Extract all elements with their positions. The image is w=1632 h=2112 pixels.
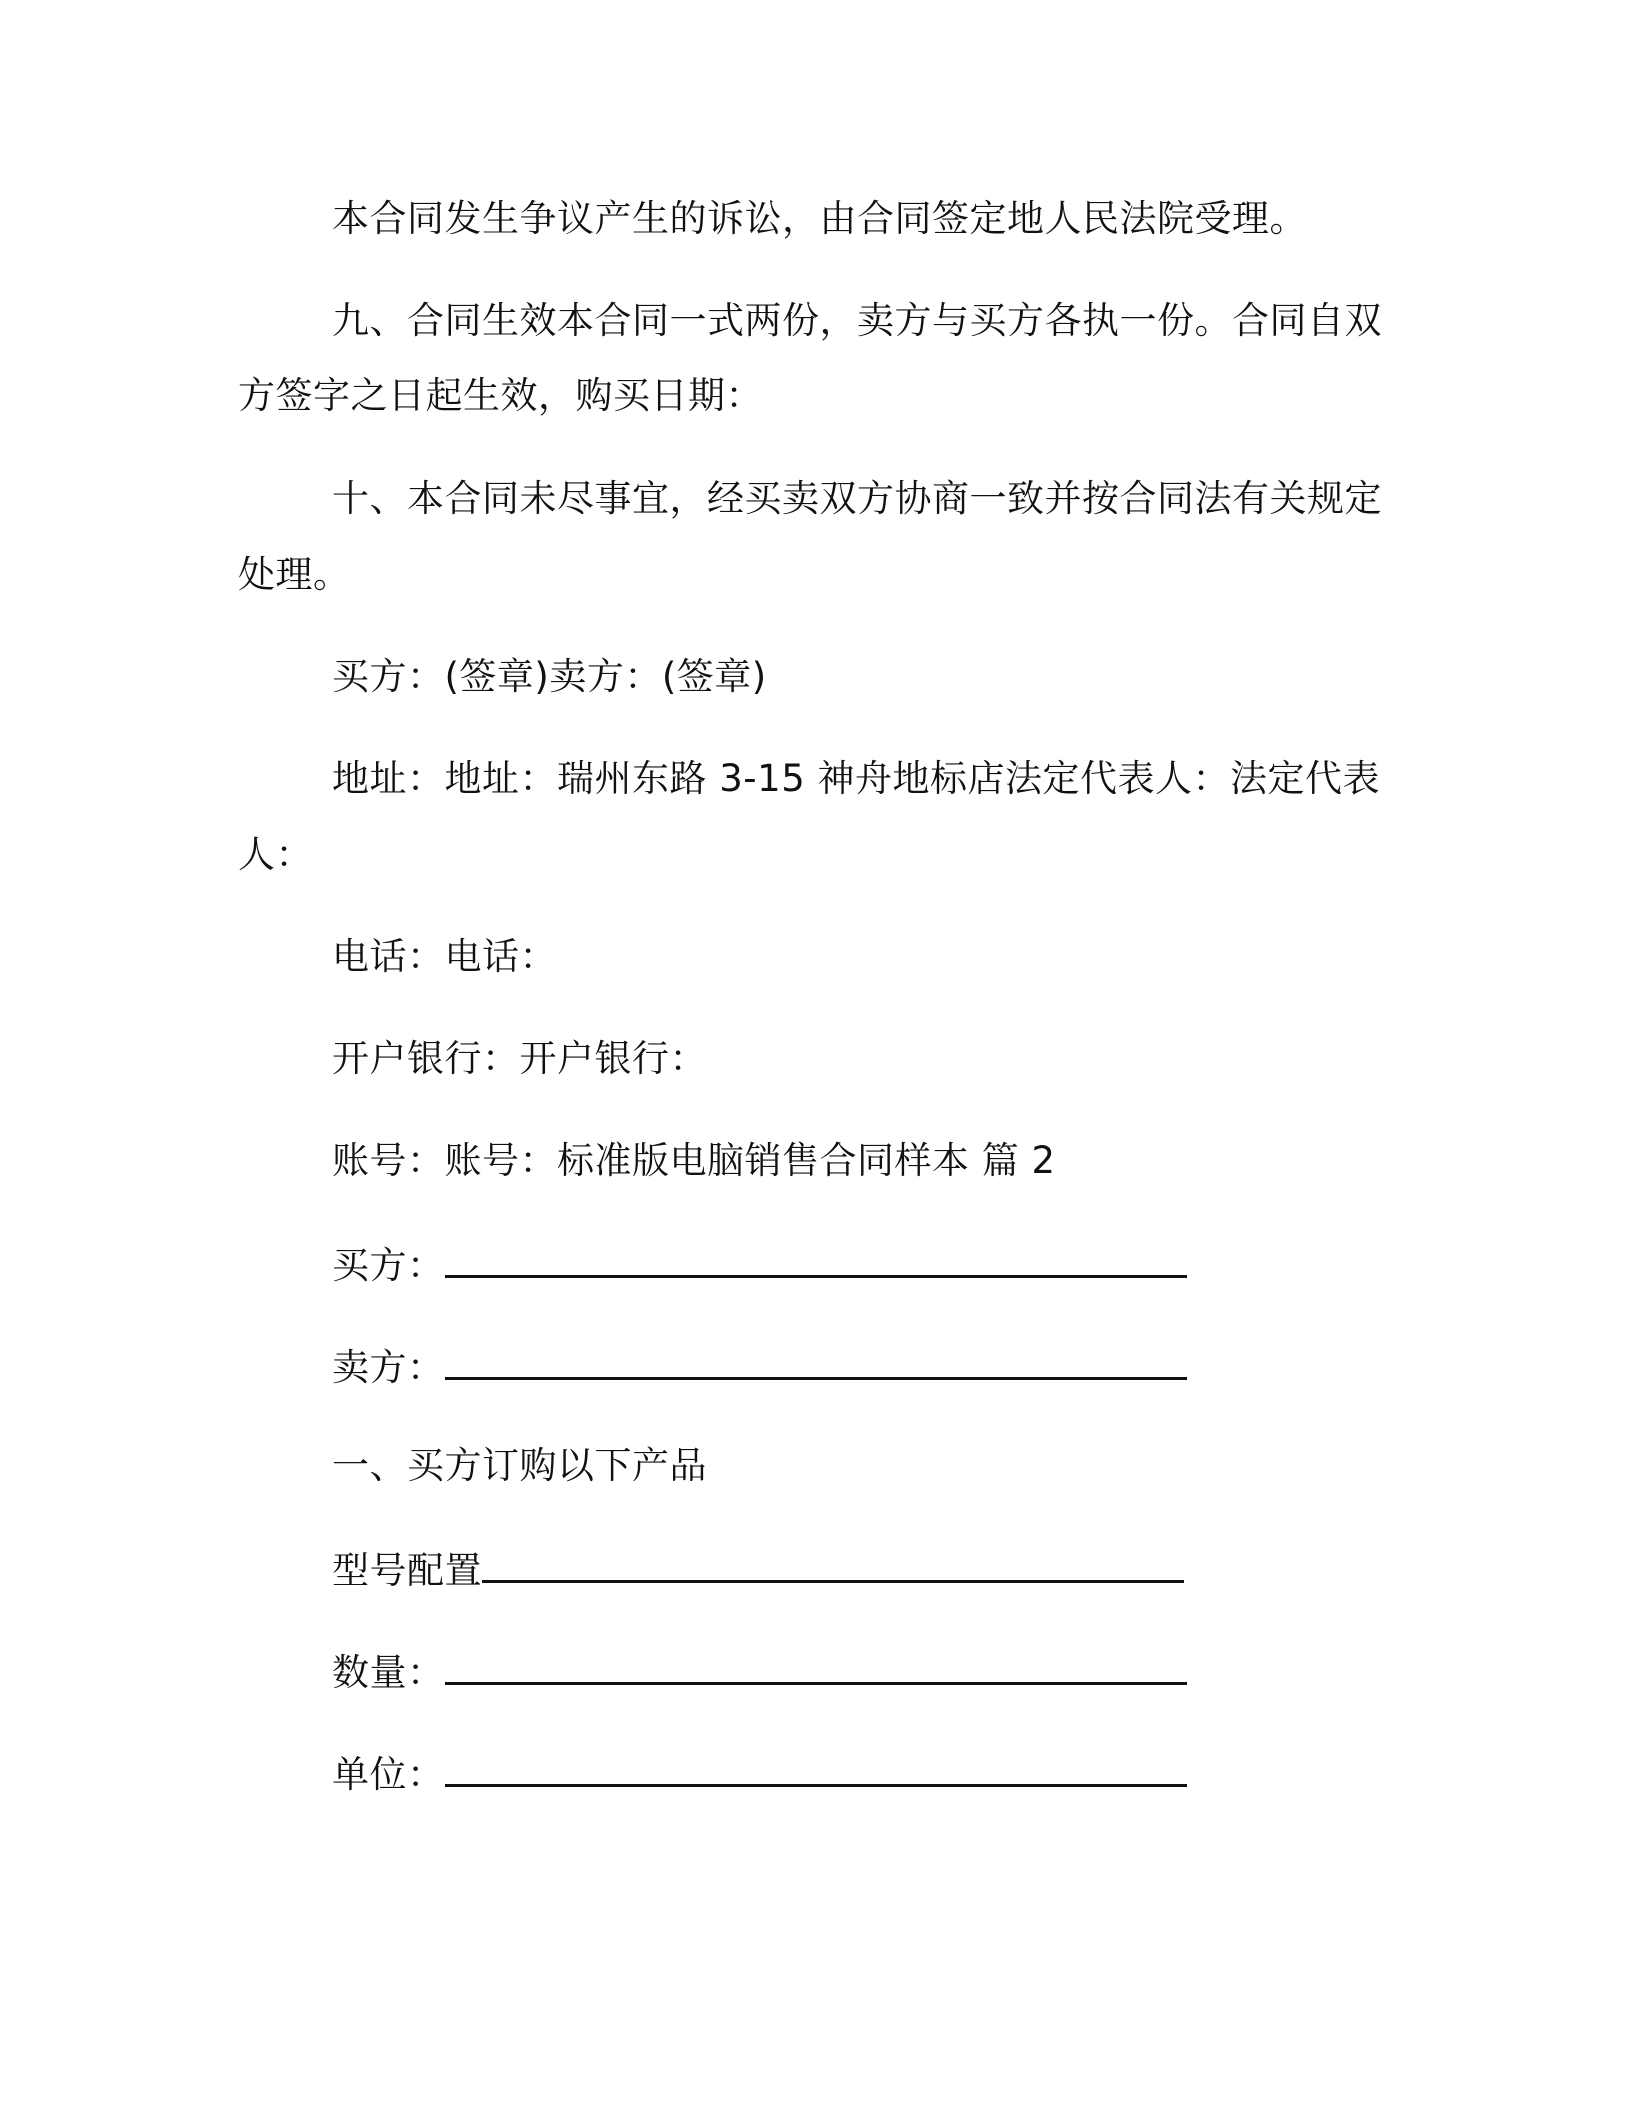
unit-blank-line (445, 1756, 1187, 1787)
buyer-blank-line (445, 1247, 1187, 1278)
paragraph-address-line-2: 人： (238, 833, 313, 876)
paragraph-signatures: 买方：(签章)卖方：(签章) (332, 655, 767, 698)
model-config-label: 型号配置 (332, 1549, 482, 1592)
paragraph-phone: 电话：电话： (332, 935, 557, 978)
paragraph-dispute-clause: 本合同发生争议产生的诉讼，由合同签定地人民法院受理。 (332, 197, 1307, 240)
quantity-field (332, 1650, 1187, 1696)
buyer-field (332, 1243, 1187, 1289)
paragraph-address-line-1: 地址：地址：瑞州东路 3-15 神舟地标店法定代表人：法定代表 (332, 757, 1380, 800)
buyer-field-label: 买方： (332, 1244, 445, 1287)
paragraph-clause-10-line-2: 处理。 (238, 553, 351, 596)
paragraph-clause-10-line-1: 十、本合同未尽事宜，经买卖双方协商一致并按合同法有关规定 (332, 477, 1382, 520)
unit-label: 单位： (332, 1753, 445, 1796)
model-config-blank-line (482, 1552, 1184, 1583)
quantity-label: 数量： (332, 1651, 445, 1694)
paragraph-account: 账号：账号：标准版电脑销售合同样本 篇 2 (332, 1139, 1056, 1182)
paragraph-clause-9-line-2: 方签字之日起生效，购买日期： (238, 374, 763, 417)
model-config-field (332, 1548, 1184, 1594)
seller-field (332, 1345, 1187, 1391)
section-heading-order: 一、买方订购以下产品 (332, 1444, 707, 1487)
unit-field (332, 1752, 1187, 1798)
paragraph-clause-9-line-1: 九、合同生效本合同一式两份，卖方与买方各执一份。合同自双 (332, 299, 1382, 342)
paragraph-bank: 开户银行：开户银行： (332, 1037, 707, 1080)
seller-blank-line (445, 1349, 1187, 1380)
quantity-blank-line (445, 1654, 1187, 1685)
seller-field-label: 卖方： (332, 1346, 445, 1389)
